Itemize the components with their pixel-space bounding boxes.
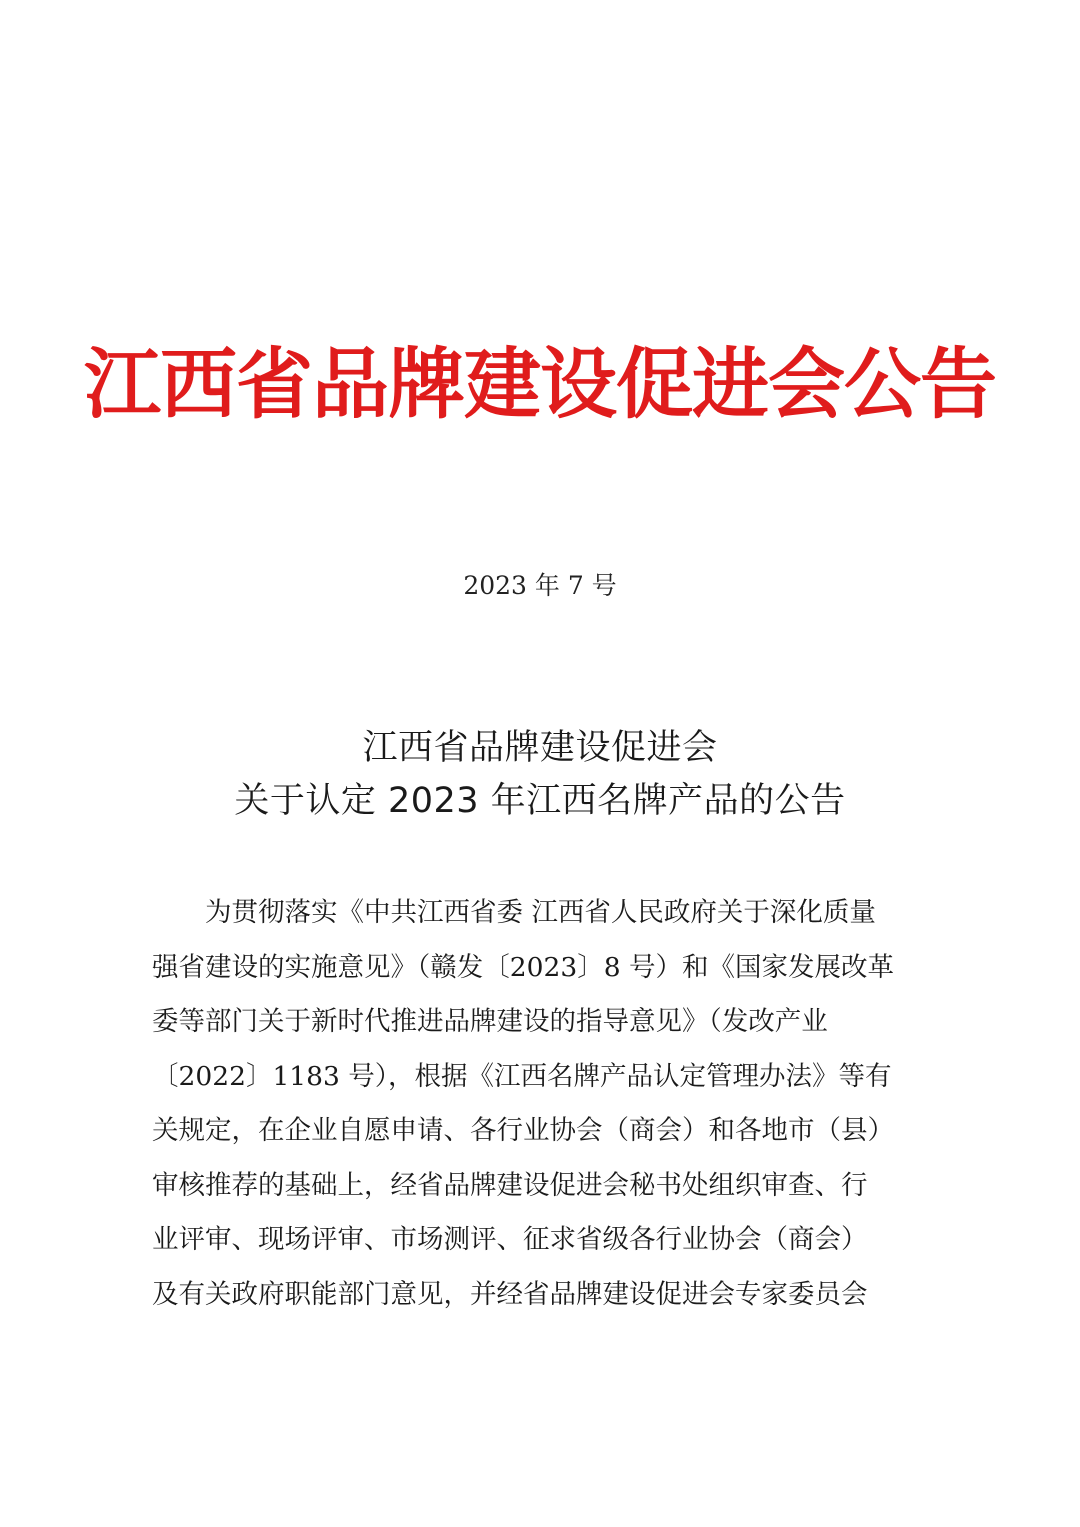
body-line: 业评审、现场评审、市场测评、征求省级各行业协会（商会） bbox=[152, 1224, 868, 1255]
body-line: 及有关政府职能部门意见，并经省品牌建设促进会专家委员会 bbox=[152, 1278, 868, 1310]
document-number: 2023 年 7 号 bbox=[463, 571, 617, 600]
body-line: 为贯彻落实《中共江西省委 江西省人民政府关于深化质量 bbox=[205, 897, 876, 928]
notice-title bbox=[0, 722, 1080, 828]
body-line: 委等部门关于新时代推进品牌建设的指导意见》（发改产业 bbox=[152, 1006, 828, 1037]
masthead-title: 江西省品牌建设促进会公告 bbox=[84, 340, 996, 430]
notice-title-line-2: 关于认定 2023 年江西名牌产品的公告 bbox=[234, 781, 846, 821]
body-line: 强省建设的实施意见》（赣发〔2023〕8 号）和《国家发展改革 bbox=[152, 951, 894, 983]
body-line: 关规定，在企业自愿申请、各行业协会（商会）和各地市（县） bbox=[152, 1115, 894, 1146]
body-line: 〔2022〕1183 号），根据《江西名牌产品认定管理办法》等有 bbox=[152, 1060, 892, 1092]
body-line: 审核推荐的基础上，经省品牌建设促进会秘书处组织审查、行 bbox=[152, 1169, 868, 1201]
notice-body bbox=[152, 886, 942, 1322]
notice-title-line-1: 江西省品牌建设促进会 bbox=[362, 728, 718, 768]
